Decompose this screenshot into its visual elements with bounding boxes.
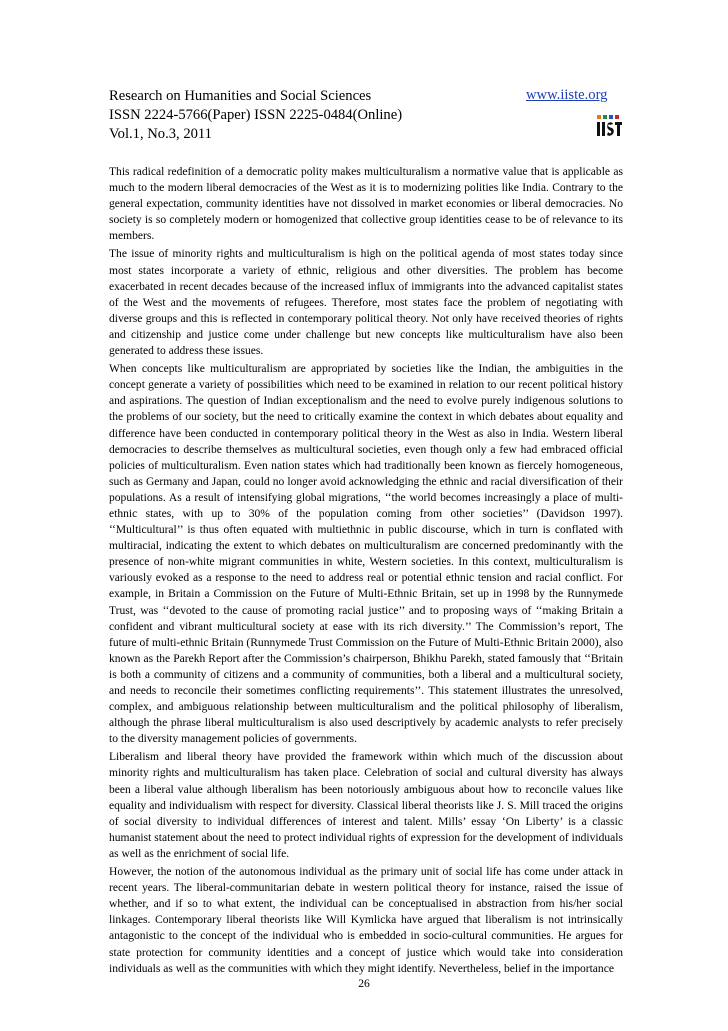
page-number: 26 [358,977,370,990]
paragraph: The issue of minority rights and multiculturalism is high on the political agenda of most states today since most states incorporate a variety of ethnic, religious and other diversities. The problem has become exacerbated in recent decades because of the increased influx of immigrants into the advanced capitalist states of the West and the movements of refugees. Therefore, most states face the problem of negotiating with diverse groups and this is reflected in contemporary political theory. Not only have received theories of rights and citizenship and justice come under challenge but new concepts like multiculturalism have also been generated to address these issues. [109,248,623,358]
paragraph: Liberalism and liberal theory have provided the framework within which much of the discussion about minority rights and multiculturalism has taken place. Celebration of social and cultural diversity has always been a liberal value although liberalism has been notoriously ambiguous about how to reconcile values like equality and individualism with respect for diversity. Classical liberal theorists like J. S. Mill traced the origins of social diversity to individual differences of interest and talent. Mills’ essay ‘On Liberty’ is a classic humanist statement about the need to protect individual rights of expression for the development of individuals as well as the enrichment of social life. [109,751,623,860]
journal-title: Research on Humanities and Social Sciences [109,88,372,104]
paragraph: This radical redefinition of a democratic polity makes multiculturalism a normative value that is applicable as much to the modern liberal democracies of the West as it is to modernizing polities like India. Contrary to the general expectation, community identities have not dissolved in market economies or liberal democracies. No society is so completely modern or homogenized that collective group identities cease to be of relevance to its members. [109,166,623,243]
volume-line: Vol.1, No.3, 2011 [109,126,212,142]
journal-url-link[interactable]: www.iiste.org [526,87,608,103]
paragraph: When concepts like multiculturalism are appropriated by societies like the Indian, the ambiguities in the concept generate a variety of possibilities which need to be examined in relation to our recent political history and aspirations. The question of Indian exceptionalism and the need to evolve purely indigenous solutions to the problems of our society, but the need to critically examine the context in which debates about equality and difference have been conducted in contemporary political theory in the West as also in India. Western liberal democracies to describe themselves as multicultural societies, even though only a few had embraced official policies of multiculturalism. Even nation states which had traditionally been known as fiercely homogeneous, such as Germany and Japan, could no longer avoid acknowledging the ethnic and racial diversification of their populations. As a result of intensifying global migrations, ‘‘the world becomes increasingly a place of multi-ethnic states, with up to 30% of the population coming from other societies’’ (Davidson 1997). ‘‘Multicultural’’ is thus often equated with multiethnic in public discourse, which in turn is conflated with multiracial, indicating the extent to which debates on multiculturalism are concerned predominantly with the presence of non-white migrant communities in white, Western societies. In this context, multiculturalism is variously evoked as a response to the need to address real or potential ethnic tension and racial conflict. For example, in Britain a Commission on the Future of Multi-Ethnic Britain, set up in 1998 by the Runnymede Trust, was ‘‘devoted to the cause of promoting racial justice’’ and to proposing ways of ‘‘making Britain a confident and vibrant multicultural society at ease with its rich diversity.’’ The Commission’s report, The future of multi-ethnic Britain (Runnymede Trust Commission on the Future of Multi-Ethnic Britain 2000), also known as the Parekh Report after the Commission’s chairperson, Bhikhu Parekh, stated famously that ‘‘Britain is both a community of citizens and a community of communities, both a liberal and a multicultural society, and needs to reconcile their sometimes conflicting requirements’’. This statement illustrates the unresolved, complex, and ambiguous relationship between multiculturalism and the political philosophy of liberalism, although the phrase liberal multiculturalism is also used descriptively by academic analysts to refer precisely to the diversity management policies of governments. [109,363,623,746]
article-body [109,164,623,979]
iiste-logo [595,114,625,140]
paragraph: However, the notion of the autonomous individual as the primary unit of social life has come under attack in recent years. The liberal-communitarian debate in western political theory for instance, raised the issue of whether, and if so to what extent, the individual can be conceptualised in abstraction from his/her social linkages. Contemporary liberal theorists like Will Kymlicka have argued that liberalism is not intrinsically antagonistic to the concept of the individual who is embedded in socio-cultural communities. He argues for state protection for community identities and a concept of justice which would take into consideration individuals as well as the communities with which they might identify. Nevertheless, belief in the importance [109,866,623,975]
issn-line: ISSN 2224-5766(Paper) ISSN 2225-0484(Online) [109,107,403,123]
